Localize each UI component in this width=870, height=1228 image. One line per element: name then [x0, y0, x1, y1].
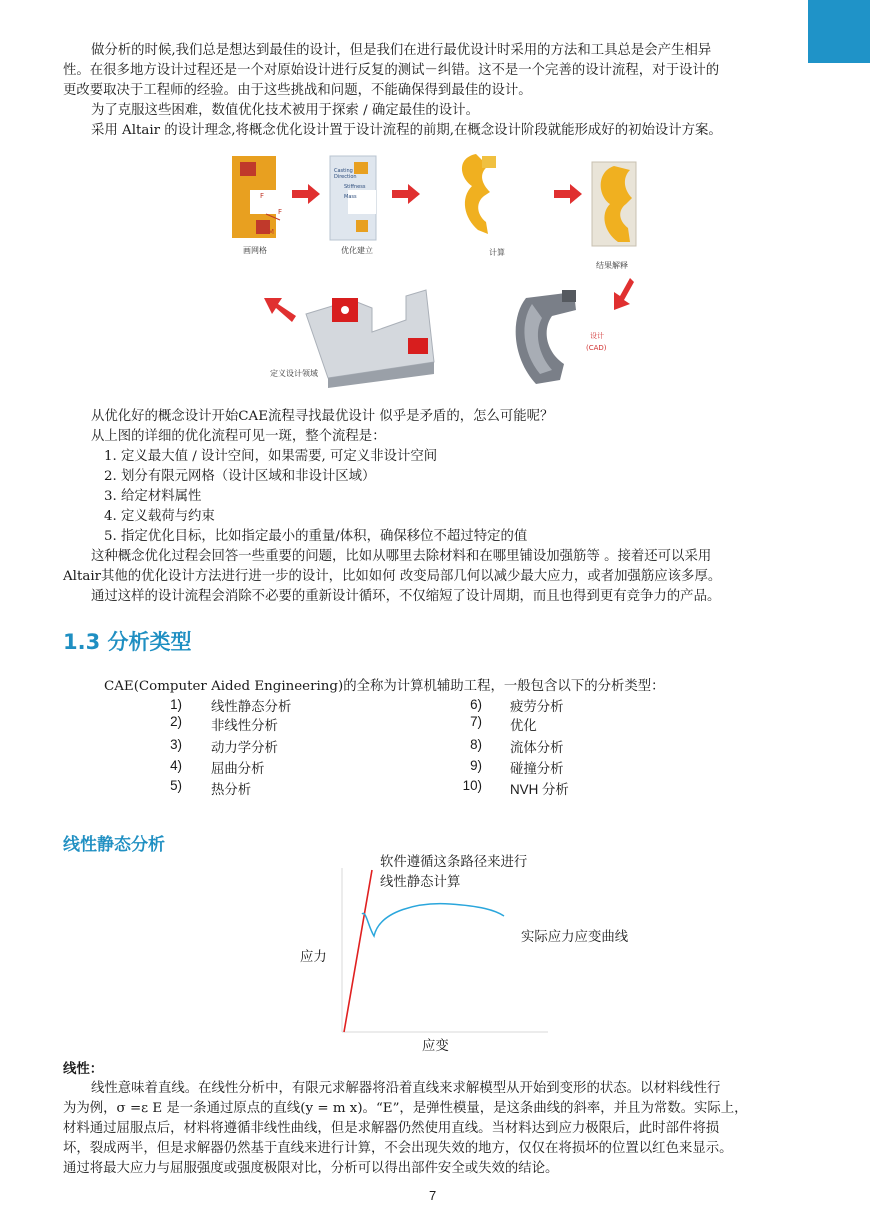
caption-design-domain: 定义设计领域: [270, 369, 318, 378]
chart-note-line-1: 软件遵循这条路径来进行: [380, 855, 528, 870]
mass-label: Mass: [344, 194, 357, 200]
list-num: 2): [170, 714, 182, 729]
linearity-line-5: 通过将最大应力与屈服强度或强度极限对比，分析可以得出部件安全或失效的结论。: [63, 1161, 559, 1176]
results-model-image: [592, 162, 636, 246]
caption-mesh: 画网格: [243, 246, 267, 255]
flow-para-5: 通过这样的设计流程会消除不必要的重新设计循环，不仅缩短了设计周期，而且也得到更有竞争力的产品。: [91, 589, 721, 604]
linearity-title: 线性：: [63, 1062, 104, 1077]
list-item: 热分析: [211, 783, 252, 798]
stiffness-label: Stiffness: [344, 184, 366, 190]
list-num: 7): [470, 714, 482, 729]
design-domain-image: [306, 290, 434, 388]
list-item: 非线性分析: [211, 719, 278, 734]
f2-label: F: [278, 208, 283, 216]
list-item: 屈曲分析: [211, 762, 265, 777]
direction-label: Direction: [334, 174, 357, 180]
compute-model-image: [462, 154, 496, 234]
list-num: 4): [170, 758, 182, 773]
flow-step-4: 4. 定义载荷与约束: [104, 509, 215, 524]
casting-label: Casting: [334, 168, 353, 174]
list-num: 6): [470, 697, 482, 712]
cad-caption-2: (CAD): [586, 344, 607, 352]
list-item: 优化: [510, 719, 537, 734]
optimization-flow-figure: [220, 148, 660, 393]
list-item: 动力学分析: [211, 741, 278, 756]
linearity-line-2: 为为例，σ =ε E 是一条通过原点的直线(y = m x)。“E”，是弹性模量，是这条曲线的斜率，并且为常数。实际上，: [63, 1101, 748, 1116]
cad-caption-1: 设计: [590, 332, 604, 340]
intro-line-2: 性。在很多地方设计过程还是一个对原始设计进行反复的测试－纠错。这不是一个完善的设计流程，对于设计的: [63, 63, 720, 78]
list-num: 9): [470, 758, 482, 773]
arrow-down-icon: [614, 278, 634, 310]
curve-label: 实际应力应变曲线: [521, 930, 629, 945]
f1-label: F: [260, 192, 265, 200]
section-title: 1.3 分析类型: [63, 630, 192, 654]
section-intro: CAE(Computer Aided Engineering)的全称为计算机辅助工程，一般包含以下的分析类型：: [104, 679, 665, 694]
linearity-line-4: 坏，裂成两半，但是求解器仍然基于直线来进行计算，不会出现失效的地方，仅仅在将损坏的位置以红色来显示。: [63, 1141, 733, 1156]
linear-path-line: [344, 870, 372, 1032]
actual-curve: [362, 904, 504, 936]
intro-line-3: 更改要取决于工程师的经验。由于这些挑战和问题，不能确保得到最佳的设计。: [63, 83, 532, 98]
list-num: 1): [170, 697, 182, 712]
intro-line-1: 做分析的时候,我们总是想达到最佳的设计，但是我们在进行最优设计时采用的方法和工具总是会产生相异: [91, 43, 712, 58]
flow-para-4-line-2: Altair其他的优化设计方法进行进一步的设计，比如如何 改变局部几何以减少最大应力，或者加强筋应该多厚。: [63, 569, 722, 584]
list-item: 线性静态分析: [211, 700, 292, 715]
flow-step-2: 2. 划分有限元网格（设计区域和非设计区域）: [104, 469, 376, 484]
arrow-right-icon: [392, 184, 420, 204]
list-num: 3): [170, 737, 182, 752]
flow-para-4-line-1: 这种概念优化过程会回答一些重要的问题，比如从哪里去除材料和在哪里铺设加强筋等 。接着还可以采用: [91, 549, 712, 564]
list-item: 碰撞分析: [510, 762, 564, 777]
list-item: 疲劳分析: [510, 700, 564, 715]
flow-question: 从优化好的概念设计开始CAE流程寻找最优设计 似乎是矛盾的，怎么可能呢？: [91, 409, 554, 424]
m-label: M: [268, 228, 275, 236]
caption-results: 结果解释: [596, 261, 628, 270]
caption-setup: 优化建立: [341, 246, 373, 255]
flow-step-5: 5. 指定优化目标，比如指定最小的重量/体积，确保移位不超过特定的值: [104, 529, 528, 544]
intro-para-3: 采用 Altair 的设计理念,将概念优化设计置于设计流程的前期,在概念设计阶段就能形成好的初始设计方案。: [91, 123, 722, 138]
flow-intro: 从上图的详细的优化流程可见一斑，整个流程是：: [91, 429, 386, 444]
y-axis-label: 应力: [300, 950, 327, 965]
cad-model-image: [516, 290, 576, 384]
page-number: 7: [429, 1188, 437, 1203]
flow-step-3: 3. 给定材料属性: [104, 489, 202, 504]
arrow-up-left-icon: [264, 298, 296, 322]
list-item: NVH 分析: [510, 782, 569, 797]
arrow-right-icon: [554, 184, 582, 204]
mesh-model-image: [232, 156, 283, 238]
linearity-line-1: 线性意味着直线。在线性分析中，有限元求解器将沿着直线来求解模型从开始到变形的状态。以材料线性行: [91, 1081, 721, 1096]
arrow-right-icon: [292, 184, 320, 204]
x-axis-label: 应变: [422, 1039, 449, 1054]
linearity-line-3: 材料通过屈服点后，材料将遵循非线性曲线，但是求解器仍然使用直线。当材料达到应力极限后，此时部件将损: [63, 1121, 720, 1136]
flow-step-1: 1. 定义最大值 / 设计空间，如果需要, 可定义非设计空间: [104, 449, 438, 464]
list-num: 10): [462, 778, 482, 793]
chart-note-line-2: 线性静态计算: [380, 875, 461, 890]
corner-tab: [808, 0, 870, 63]
subsection-title: 线性静态分析: [63, 835, 165, 855]
caption-compute: 计算: [489, 248, 505, 257]
intro-para-2: 为了克服这些困难，数值优化技术被用于探索 / 确定最佳的设计。: [91, 103, 479, 118]
list-item: 流体分析: [510, 741, 564, 756]
list-num: 5): [170, 778, 182, 793]
list-num: 8): [470, 737, 482, 752]
